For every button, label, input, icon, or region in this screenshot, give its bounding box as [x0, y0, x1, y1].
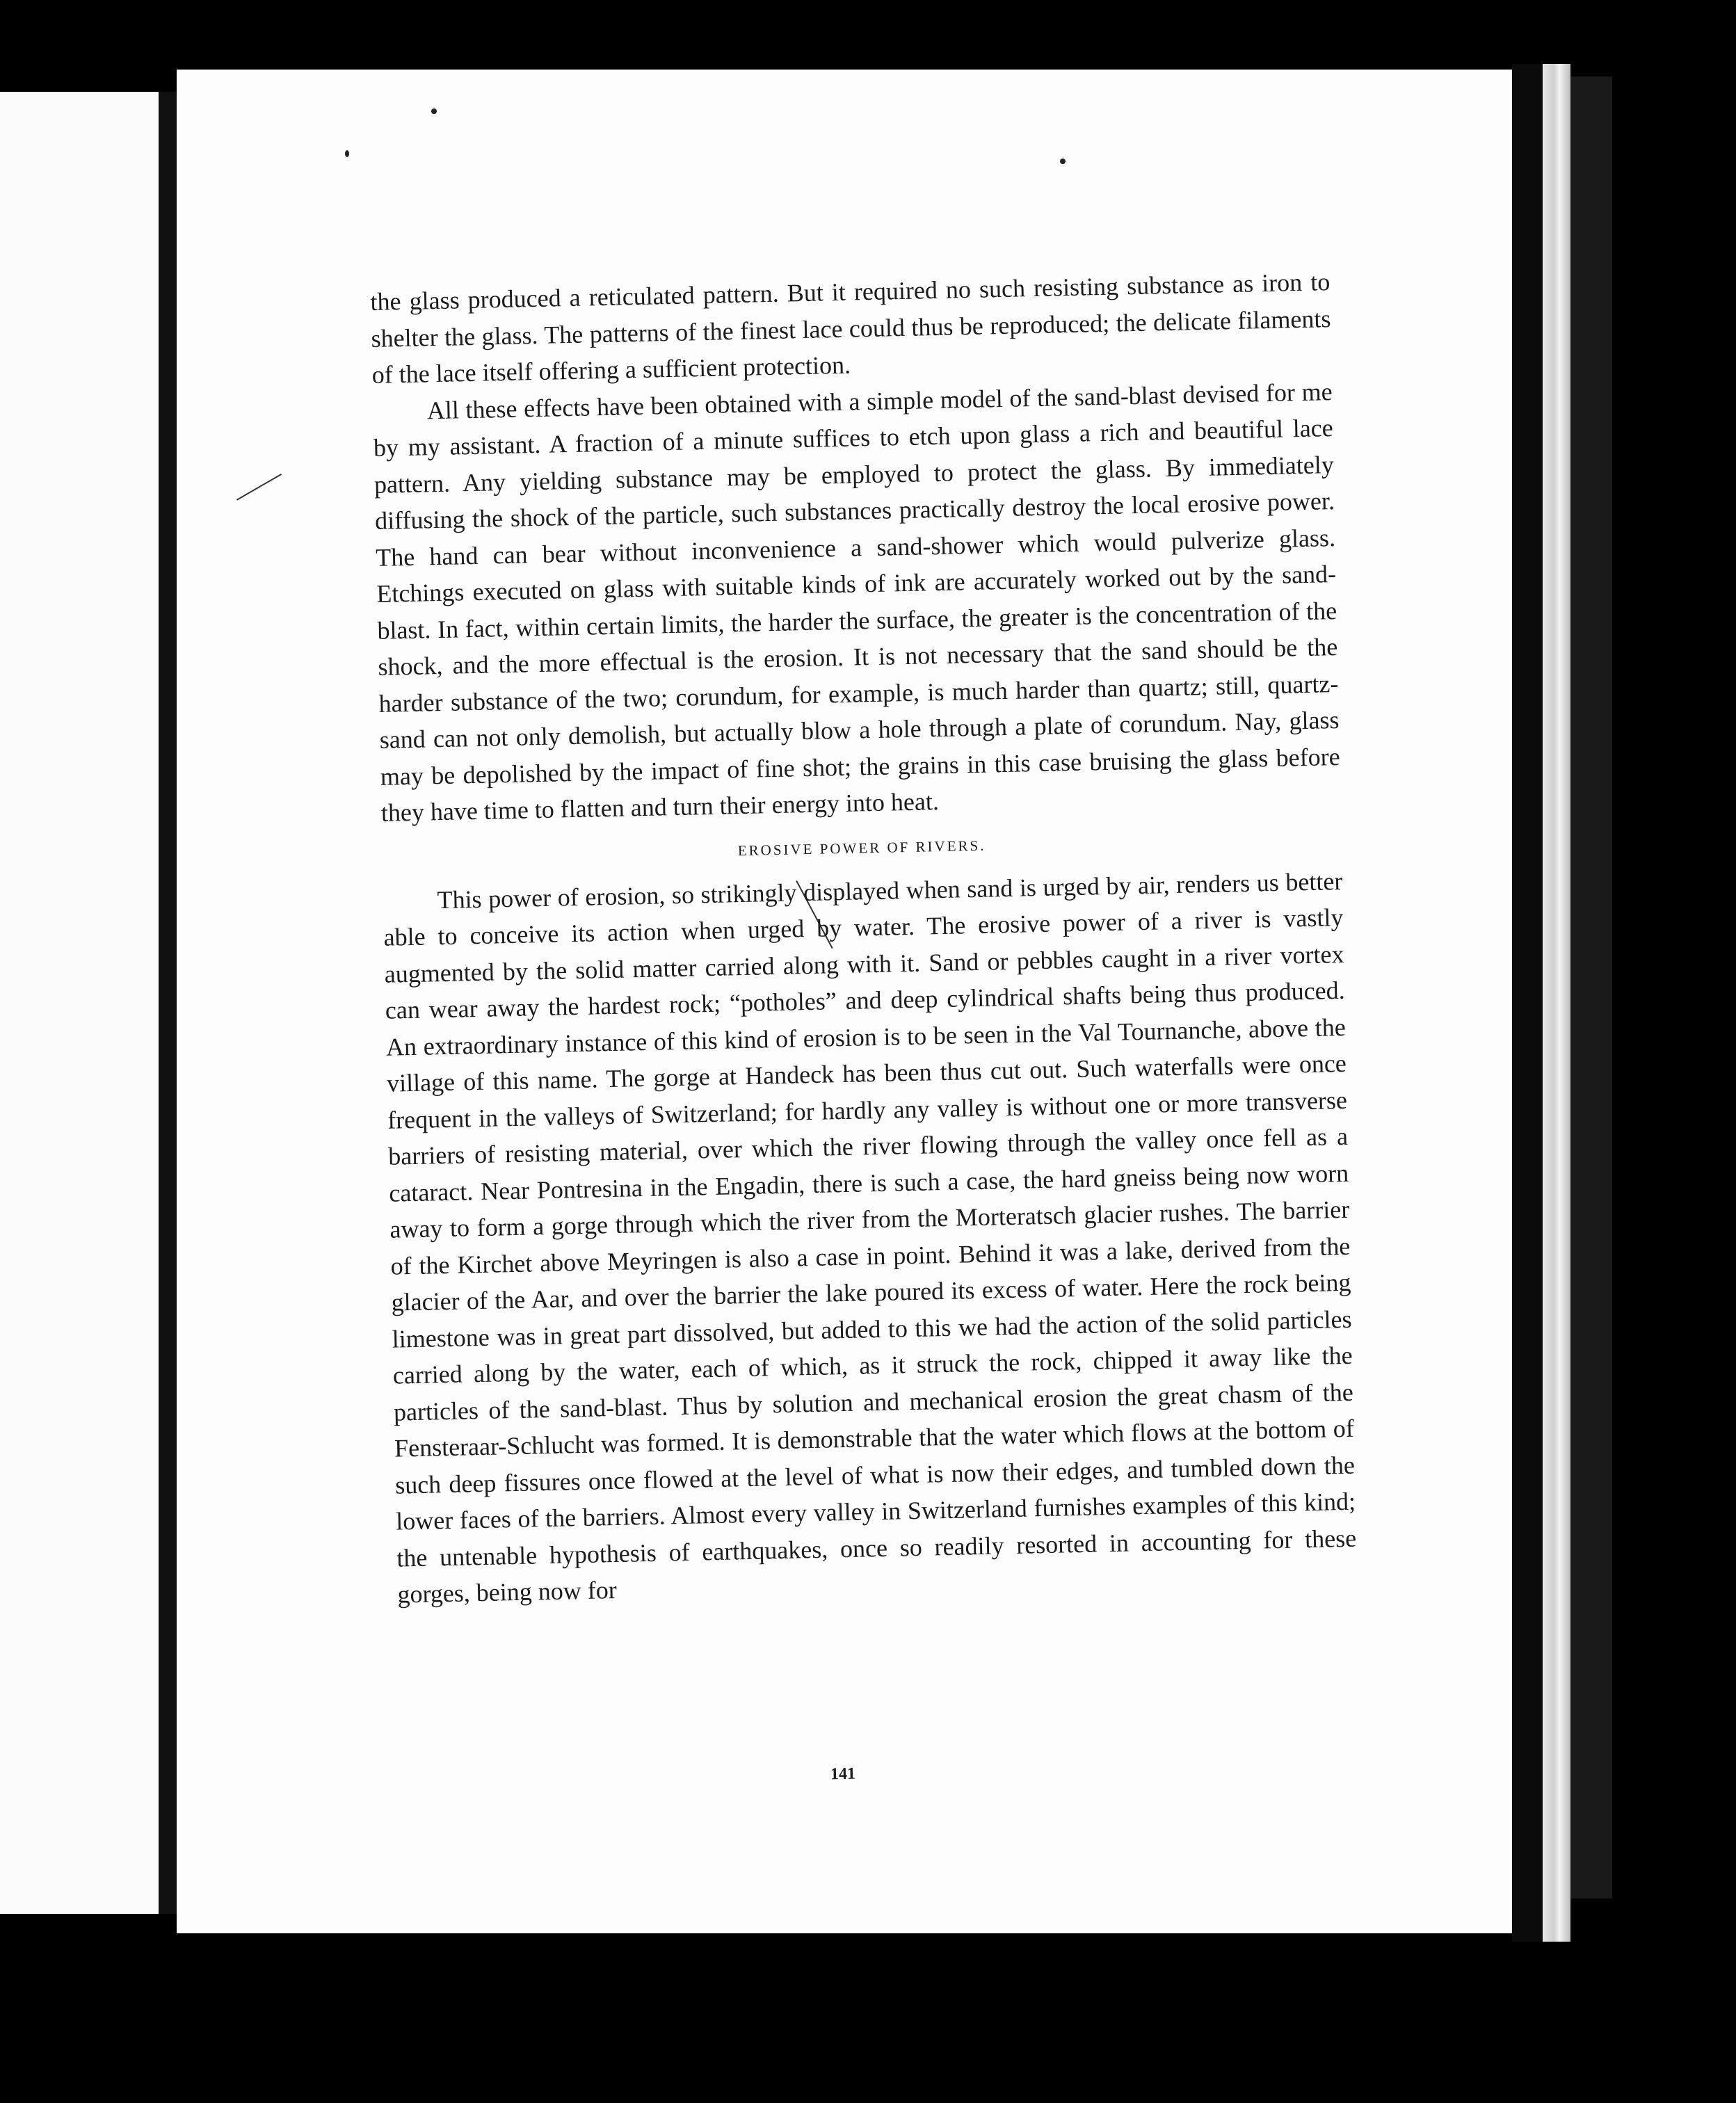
paragraph: This power of erosion, so strikingly displayed when sand is urged by air, renders us better able to conceive its action when urged by water. The erosive power of a river is vastly augmented by the solid matter carried along with it. Sand or pebbles caught in a river vortex can wear away the hardest rock; “potholes” and deep cylindrical shafts being thus produced. An extraordinary instance of this kind of erosion is to be seen in the Val Tournanche, above the village of this name. The gorge at Handeck has been thus cut out. Such waterfalls were once frequent in the valleys of Switzerland; for hardly any valley is without one or more transverse barriers of resisting material, over which the river flowing through the valley once fell as a cataract. Near Pontresina in the Engadin, there is such a case, the hard gneiss being now worn away to form a gorge through which the river from the Morteratsch glacier rushes. The barrier of the Kirchet above Meyringen is also a case in point. Behind it was a lake, derived from the glacier of the Aar, and over the barrier the lake poured its excess of water. Here the rock being limestone was in great part dissolved, but added to this we had the action of the solid particles carried along by the water, each of which, as it struck the rock, chipped it away like the particles of the sand-blast. Thus by solution and mechanical erosion the great chasm of the Fensteraar-Schlucht was formed. It is demonstrable that the water which flows at the bottom of such deep fissures once flowed at the level of what is now their edges, and tumbled down the lower faces of the barriers. Almost every valley in Switzerland furnishes examples of this kind; the untenable hypothesis of earthquakes, once so readily resorted in accounting for these gorges, being now for: [383, 867, 1357, 1609]
paragraph-continued: the glass produced a reticulated pattern. But it required no such resisting substance as iron to shelter the glass. The patterns of the finest lace could thus be reproduced; the delicate filaments of the lace itself offering a sufficient protection.: [370, 268, 1331, 389]
paragraph: All these effects have been obtained with a simple model of the sand-blast devised for me by my assistant. A fraction of a minute suffices to etch upon glass a rich and beautiful lace pattern. Any yielding substance may be employed to protect the glass. By immediately diffusing the shock of the particle, such substances practically destroy the local erosive power. The hand can bear without inconvenience a sand-shower which would pulverize glass. Etchings executed on glass with suitable kinds of ink are accurately worked out by the sand-blast. In fact, within certain limits, the harder the surface, the greater is the concentration of the shock, and the more effectual is the erosion. It is not necessary that the sand should be the harder substance of the two; corundum, for example, is much harder than quartz; still, quartz-sand can not only demolish, but actually blow a hole through a plate of corundum. Nay, glass may be depolished by the impact of fine shot; the grains in this case bruising the glass before they have time to flatten and turn their energy into heat.: [373, 377, 1340, 827]
facing-page-edge: [0, 92, 159, 1914]
body-text: [370, 264, 1358, 1613]
gutter-shadow: [159, 92, 177, 1914]
book-spine: [1512, 64, 1543, 1942]
scan-speck: [1060, 159, 1066, 164]
scan-speck: [431, 108, 437, 114]
page-stack-edge: [1543, 64, 1570, 1942]
cover-board: [1570, 76, 1612, 1899]
scan-speck: [345, 150, 349, 157]
page-number: 141: [830, 1764, 856, 1784]
section-heading: EROSIVE POWER OF RIVERS.: [737, 837, 986, 859]
